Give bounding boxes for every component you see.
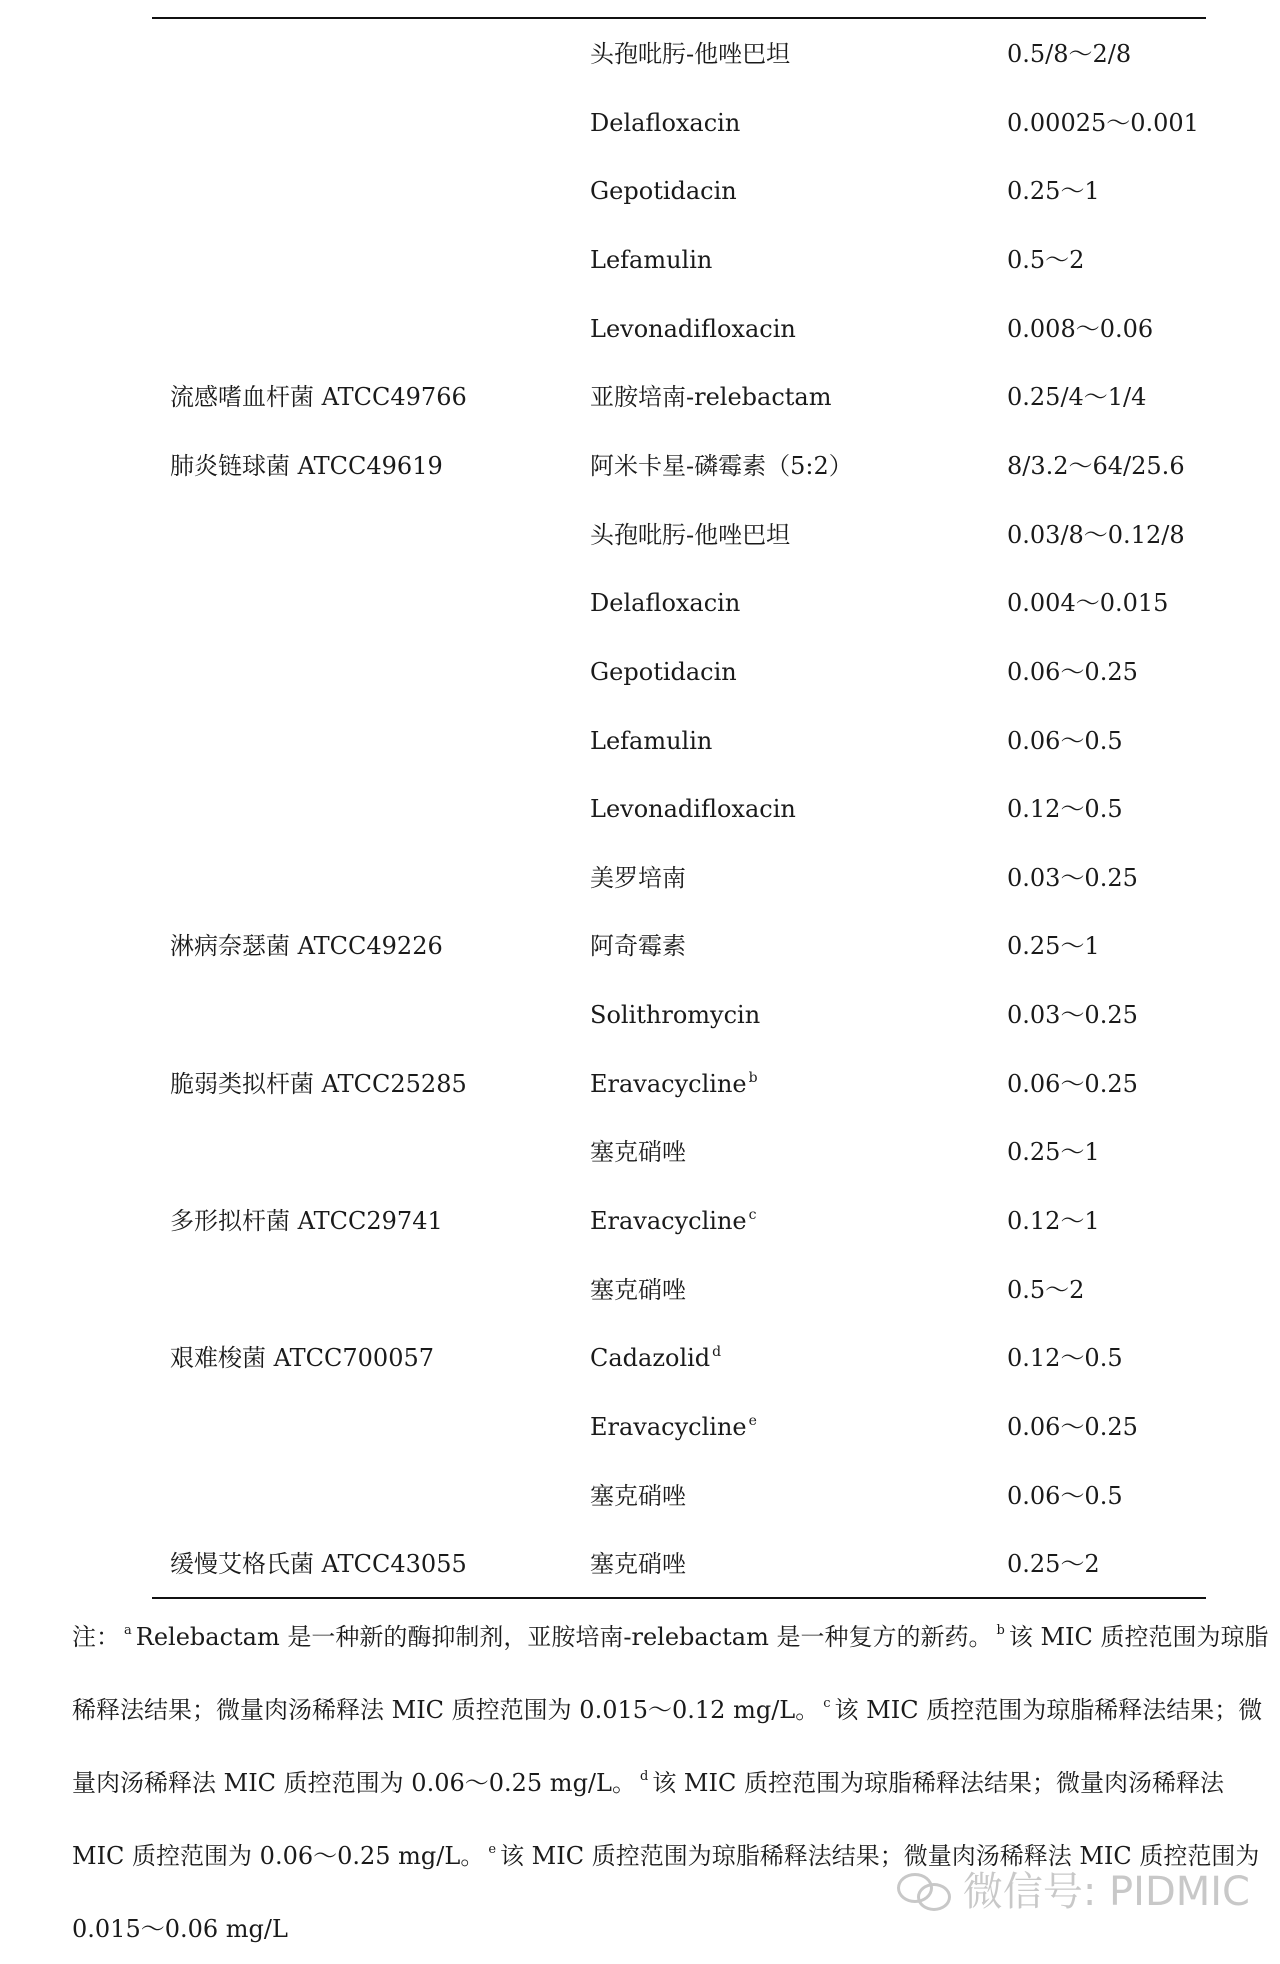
drug-name: Delafloxacin <box>590 108 741 137</box>
footnote-b: 该 MIC 质控范围为琼脂稀释法结果；微量肉汤稀释法 MIC 质控范围为 0.015～0.12 mg/L。 <box>72 1623 1269 1724</box>
drug-cell <box>590 1050 758 1122</box>
table-row <box>0 912 1280 980</box>
drug-name: 阿奇霉素 <box>590 932 686 961</box>
footnote-mark-d: d <box>639 1769 649 1784</box>
drug-name: 头孢吡肟-他唑巴坦 <box>590 40 791 68</box>
footnote-marker: d <box>712 1344 722 1361</box>
footnote-mark-b: b <box>996 1623 1005 1638</box>
drug-name: 塞克硝唑 <box>590 1138 686 1167</box>
drug-cell <box>590 226 712 294</box>
table-row <box>0 157 1280 225</box>
table-top-rule <box>152 17 1206 19</box>
drug-name: 塞克硝唑 <box>590 1550 686 1579</box>
drug-name: Levonadifloxacin <box>590 795 796 824</box>
mic-range-cell: 0.25～1 <box>1007 177 1100 206</box>
drug-cell <box>590 295 796 363</box>
table-row <box>0 1324 1280 1392</box>
mic-range-cell: 0.12～0.5 <box>1007 795 1123 824</box>
mic-range-cell: 0.00025～0.001 <box>1007 108 1199 137</box>
table-row <box>0 1393 1280 1461</box>
mic-range-cell: 0.03～0.25 <box>1007 863 1138 892</box>
mic-range-cell: 0.004～0.015 <box>1007 589 1169 618</box>
mic-range-cell: 0.03～0.25 <box>1007 1001 1138 1030</box>
table-row <box>0 844 1280 912</box>
table-row <box>0 707 1280 775</box>
table-row <box>0 1118 1280 1186</box>
drug-cell <box>590 1118 686 1186</box>
table-row <box>0 226 1280 294</box>
drug-cell <box>590 981 760 1049</box>
drug-name: Solithromycin <box>590 1001 761 1030</box>
drug-cell <box>590 912 686 980</box>
footnote-marker: b <box>748 1069 758 1086</box>
organism-cell: 艰难梭菌 ATCC700057 <box>170 1344 434 1373</box>
table-row <box>0 1530 1280 1598</box>
drug-name: Gepotidacin <box>590 177 737 206</box>
watermark-text: 微信号: PIDMIC <box>962 1869 1250 1915</box>
drug-name: Lefamulin <box>590 726 713 755</box>
mic-range-cell: 0.5～2 <box>1007 245 1085 274</box>
mic-range-cell: 0.5/8～2/8 <box>1007 40 1132 68</box>
drug-cell <box>590 1187 756 1259</box>
footnote-e: 该 MIC 质控范围为琼脂稀释法结果；微量肉汤稀释法 MIC 质控范围为 0.015～0.06 mg/L <box>72 1842 1260 1943</box>
organism-cell: 缓慢艾格氏菌 ATCC43055 <box>170 1550 467 1579</box>
wechat-icon <box>897 1869 953 1909</box>
organism-cell: 脆弱类拟杆菌 ATCC25285 <box>170 1069 467 1098</box>
table-row <box>0 363 1280 431</box>
organism-cell: 多形拟杆菌 ATCC29741 <box>170 1207 443 1236</box>
drug-name: Levonadifloxacin <box>590 314 796 343</box>
footnote-marker: e <box>748 1413 757 1429</box>
drug-cell <box>590 501 790 569</box>
organism-cell: 肺炎链球菌 ATCC49619 <box>170 451 443 480</box>
mic-range-cell: 0.06～0.25 <box>1007 1069 1138 1098</box>
mic-range-cell: 0.12～0.5 <box>1007 1344 1123 1373</box>
mic-range-cell: 0.25/4～1/4 <box>1007 383 1147 412</box>
drug-cell <box>590 20 790 88</box>
drug-name: 头孢吡肟-他唑巴坦 <box>590 520 791 549</box>
table-row <box>0 295 1280 363</box>
footnote-a: Relebactam 是一种新的酶抑制剂，亚胺培南-relebactam 是一种复方的新药。 <box>135 1623 993 1651</box>
mic-range-cell: 0.03/8～0.12/8 <box>1007 520 1185 549</box>
drug-cell <box>590 1256 686 1324</box>
organism-cell: 流感嗜血杆菌 ATCC49766 <box>170 383 467 412</box>
drug-cell <box>590 1530 686 1598</box>
drug-name: Gepotidacin <box>590 657 737 686</box>
table-row <box>0 569 1280 637</box>
mic-range-cell: 0.06～0.5 <box>1007 1481 1123 1510</box>
drug-name: Delafloxacin <box>590 589 741 618</box>
wechat-watermark <box>897 1860 1250 1917</box>
drug-name: 美罗培南 <box>590 863 686 892</box>
drug-cell <box>590 569 740 637</box>
drug-cell <box>590 1462 686 1530</box>
mic-range-cell: 8/3.2～64/25.6 <box>1007 451 1185 480</box>
table-row <box>0 20 1280 88</box>
drug-name: 亚胺培南-relebactam <box>590 383 832 412</box>
organism-cell: 淋病奈瑟菌 ATCC49226 <box>170 932 443 961</box>
table-row <box>0 89 1280 157</box>
drug-cell <box>590 363 832 431</box>
mic-range-cell: 0.008～0.06 <box>1007 314 1154 343</box>
drug-cell <box>590 432 853 500</box>
table-row <box>0 638 1280 706</box>
table-bottom-rule <box>152 1597 1206 1599</box>
mic-range-cell: 0.25～1 <box>1007 1138 1100 1167</box>
drug-cell <box>590 89 740 157</box>
drug-name: 阿米卡星-磷霉素（5:2） <box>590 451 853 480</box>
mic-range-cell: 0.06～0.5 <box>1007 726 1123 755</box>
drug-cell <box>590 844 686 912</box>
drug-cell <box>590 707 712 775</box>
drug-cell <box>590 775 796 843</box>
table-row <box>0 1187 1280 1255</box>
drug-name: Cadazolid <box>590 1344 711 1373</box>
drug-name: 塞克硝唑 <box>590 1275 686 1304</box>
drug-name: Lefamulin <box>590 245 713 274</box>
table-row <box>0 501 1280 569</box>
footnote-prefix: 注： <box>72 1623 120 1651</box>
drug-name: 塞克硝唑 <box>590 1481 686 1510</box>
mic-range-cell: 0.12～1 <box>1007 1207 1100 1236</box>
drug-cell <box>590 1393 757 1465</box>
mic-range-cell: 0.06～0.25 <box>1007 1413 1138 1441</box>
table-row <box>0 1462 1280 1530</box>
mic-range-cell: 0.5～2 <box>1007 1275 1085 1304</box>
table-row <box>0 775 1280 843</box>
drug-cell <box>590 1324 721 1396</box>
mic-range-cell: 0.06～0.25 <box>1007 657 1138 686</box>
table-row <box>0 1256 1280 1324</box>
drug-cell <box>590 157 737 225</box>
drug-name: Eravacycline <box>590 1207 747 1236</box>
drug-name: Eravacycline <box>590 1413 747 1441</box>
footnote-mark-c: c <box>823 1696 831 1711</box>
mic-range-cell: 0.25～1 <box>1007 932 1100 961</box>
footnote-mark-e: e <box>488 1842 497 1857</box>
footnote-marker: c <box>748 1207 757 1224</box>
drug-name: Eravacycline <box>590 1069 747 1098</box>
drug-cell <box>590 638 737 706</box>
table-row <box>0 1050 1280 1118</box>
table-row <box>0 432 1280 500</box>
footnote-d: 该 MIC 质控范围为琼脂稀释法结果；微量肉汤稀释法 MIC 质控范围为 0.06～0.25 mg/L。 <box>72 1769 1224 1870</box>
mic-range-cell: 0.25～2 <box>1007 1550 1100 1579</box>
footnote-mark-a: a <box>124 1623 132 1638</box>
footnote-c: 该 MIC 质控范围为琼脂稀释法结果；微量肉汤稀释法 MIC 质控范围为 0.06～0.25 mg/L。 <box>72 1696 1263 1797</box>
table-row <box>0 981 1280 1049</box>
